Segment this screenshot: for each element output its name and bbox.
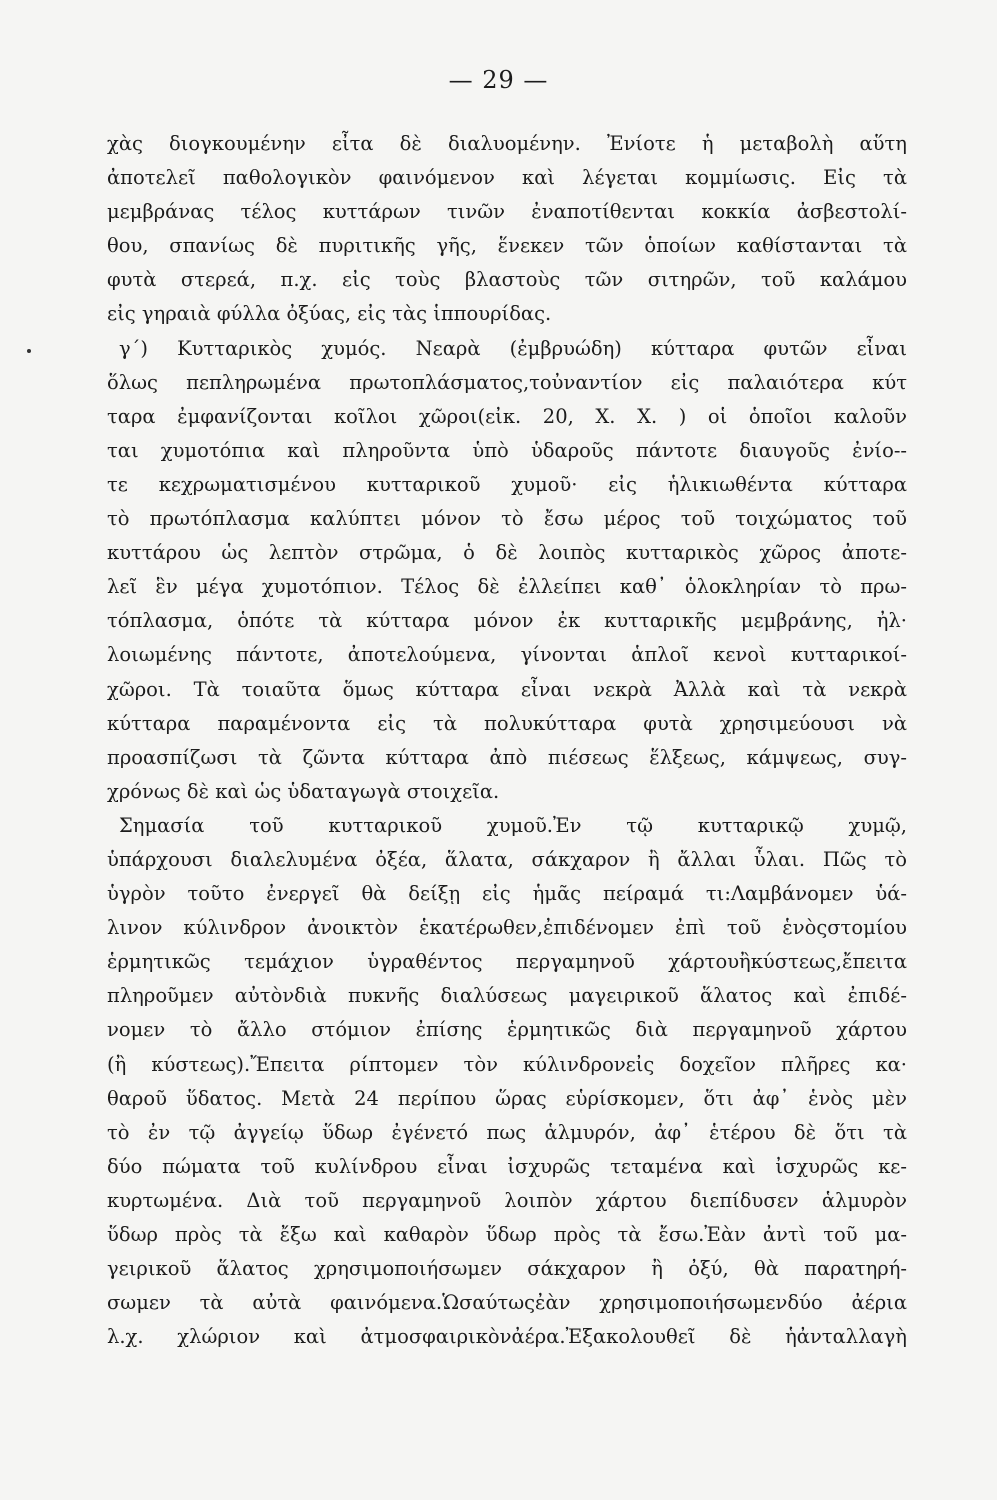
text-line: τόπλασμα, ὁπότε τὰ κύτταρα μόνον ἐκ κυτταρικῆς μεμβράνης, ἠλ· bbox=[107, 609, 907, 633]
text-line: σωμεν τὰ αὐτὰ φαινόμενα.Ὡσαύτωςἐὰν χρησιμοποιήσωμενδύο ἀέρια bbox=[107, 1291, 907, 1315]
text-line: ται χυμοτόπια καὶ πληροῦντα ὑπὸ ὑδαροῦς πάντοτε διαυγοῦς ἐνίο-- bbox=[107, 438, 907, 462]
text-line: ὑπάρχουσι διαλελυμένα ὀξέα, ἅλατα, σάκχαρον ἢ ἄλλαι ὗλαι. Πῶς τὸ bbox=[107, 847, 907, 871]
text-line: ὕδωρ πρὸς τὰ ἔξω καὶ καθαρὸν ὕδωρ πρὸς τὰ ἔσω.Ἐὰν ἀντὶ τοῦ μα- bbox=[107, 1223, 907, 1246]
text-line: θου, σπανίως δὲ πυριτικῆς γῆς, ἕνεκεν τῶν ὁποίων καθίστανται τὰ bbox=[107, 234, 907, 258]
text-line: τὸ ἐν τῷ ἀγγείῳ ὕδωρ ἐγένετό πως ἁλμυρόν, ἀφ᾽ ἑτέρου δὲ ὅτι τὰ bbox=[107, 1120, 907, 1144]
text-line: χὰς διογκουμένην εἶτα δὲ διαλυομένην. Ἐνίοτε ἡ μεταβολὴ αὕτη bbox=[107, 132, 907, 155]
text-line: λεῖ ἓν μέγα χυμοτόπιον. Τέλος δὲ ἐλλείπει καθ᾽ ὁλοκληρίαν τὸ πρω- bbox=[107, 575, 907, 599]
text-line: φυτὰ στερεά, π.χ. εἰς τοὺς βλαστοὺς τῶν σιτηρῶν, τοῦ καλάμου bbox=[107, 268, 907, 292]
text-line: ἑρμητικῶς τεμάχιον ὑγραθέντος περγαμηνοῦ χάρτουἢκύστεως,ἔπειτα bbox=[107, 950, 907, 974]
text-line: τε κεχρωματισμένου κυτταρικοῦ χυμοῦ· εἰς ἡλικιωθέντα κύτταρα bbox=[107, 472, 907, 496]
text-line: ταρα ἐμφανίζονται κοῖλοι χῶροι(εἰκ. 20, Χ. Χ. ) οἱ ὁποῖοι καλοῦν bbox=[107, 404, 907, 428]
text-line: κυρτωμένα. Διὰ τοῦ περγαμηνοῦ λοιπὸν χάρτου διεπίδυσεν ἁλμυρὸν bbox=[107, 1188, 907, 1212]
text-line: ἀποτελεῖ παθολογικὸν φαινόμενον καὶ λέγεται κομμίωσις. Εἰς τὰ bbox=[107, 166, 907, 190]
text-line: τὸ πρωτόπλασμα καλύπτει μόνον τὸ ἔσω μέρος τοῦ τοιχώματος τοῦ bbox=[107, 507, 907, 531]
text-line: κύτταρα παραμένοντα εἰς τὰ πολυκύτταρα φυτὰ χρησιμεύουσι νὰ bbox=[107, 711, 907, 735]
page-number: — 29 — bbox=[448, 66, 549, 94]
text-line: (ἢ κύστεως).Ἔπειτα ρίπτομεν τὸν κύλινδρονεἰς δοχεῖον πλῆρες κα· bbox=[107, 1052, 907, 1076]
text-line: πληροῦμεν αὐτὸνδιὰ πυκνῆς διαλύσεως μαγειρικοῦ ἅλατος καὶ ἐπιδέ- bbox=[107, 984, 907, 1008]
text-line: χῶροι. Τὰ τοιαῦτα ὅμως κύτταρα εἶναι νεκρὰ Ἀλλὰ καὶ τὰ νεκρὰ bbox=[107, 677, 907, 701]
text-line: μεμβράνας τέλος κυττάρων τινῶν ἐναποτίθενται κοκκία ἀσβεστολί- bbox=[107, 200, 907, 224]
text-line: λινον κύλινδρον ἀνοικτὸν ἑκατέρωθεν,ἐπιδένομεν ἐπὶ τοῦ ἑνὸςστομίου bbox=[107, 916, 907, 940]
text-line: ὑγρὸν τοῦτο ἐνεργεῖ θὰ δείξῃ εἰς ἡμᾶς πείραμά τι:Λαμβάνομεν ὑά- bbox=[107, 882, 907, 906]
text-line: γ΄) Κυτταρικὸς χυμός. Νεαρὰ (ἐμβρυώδη) κύτταρα φυτῶν εἶναι bbox=[119, 336, 907, 360]
text-line: γειρικοῦ ἅλατος χρησιμοποιήσωμεν σάκχαρον ἢ ὀξύ, θὰ παρατηρή- bbox=[107, 1257, 907, 1281]
text-line: ὅλως πεπληρωμένα πρωτοπλάσματος,τοὐναντίον εἰς παλαιότερα κύτ bbox=[107, 370, 907, 394]
text-line: χρόνως δὲ καὶ ὡς ὑδαταγωγὰ στοιχεῖα. bbox=[107, 779, 500, 803]
text-line: Σημασία τοῦ κυτταρικοῦ χυμοῦ.Ἐν τῷ κυτταρικῷ χυμῷ, bbox=[119, 813, 907, 837]
text-line: προασπίζωσι τὰ ζῶντα κύτταρα ἀπὸ πιέσεως ἕλξεως, κάμψεως, συγ- bbox=[107, 745, 907, 769]
text-line: λ.χ. χλώριον καὶ ἀτμοσφαιρικὸνἀέρα.Ἐξακολουθεῖ δὲ ἡἀνταλλαγὴ bbox=[107, 1325, 907, 1349]
text-line: θαροῦ ὕδατος. Μετὰ 24 περίπου ὥρας εὑρίσκομεν, ὅτι ἀφ᾽ ἑνὸς μὲν bbox=[107, 1086, 907, 1110]
text-line: κυττάρου ὡς λεπτὸν στρῶμα, ὁ δὲ λοιπὸς κυτταρικὸς χῶρος ἀποτε- bbox=[107, 541, 907, 565]
text-line: λοιωμένης πάντοτε, ἀποτελούμενα, γίνονται ἁπλοῖ κενοὶ κυτταρικοί- bbox=[107, 643, 907, 667]
text-line: δύο πώματα τοῦ κυλίνδρου εἶναι ἰσχυρῶς τεταμένα καὶ ἰσχυρῶς κε- bbox=[107, 1154, 907, 1178]
body-text bbox=[107, 127, 907, 1354]
text-line: νομεν τὸ ἄλλο στόμιον ἐπίσης ἑρμητικῶς διὰ περγαμηνοῦ χάρτου bbox=[107, 1018, 907, 1042]
text-line: εἰς γηραιὰ φύλλα ὀξύας, εἰς τὰς ἱππουρίδας. bbox=[107, 302, 552, 326]
margin-dot bbox=[27, 349, 31, 353]
